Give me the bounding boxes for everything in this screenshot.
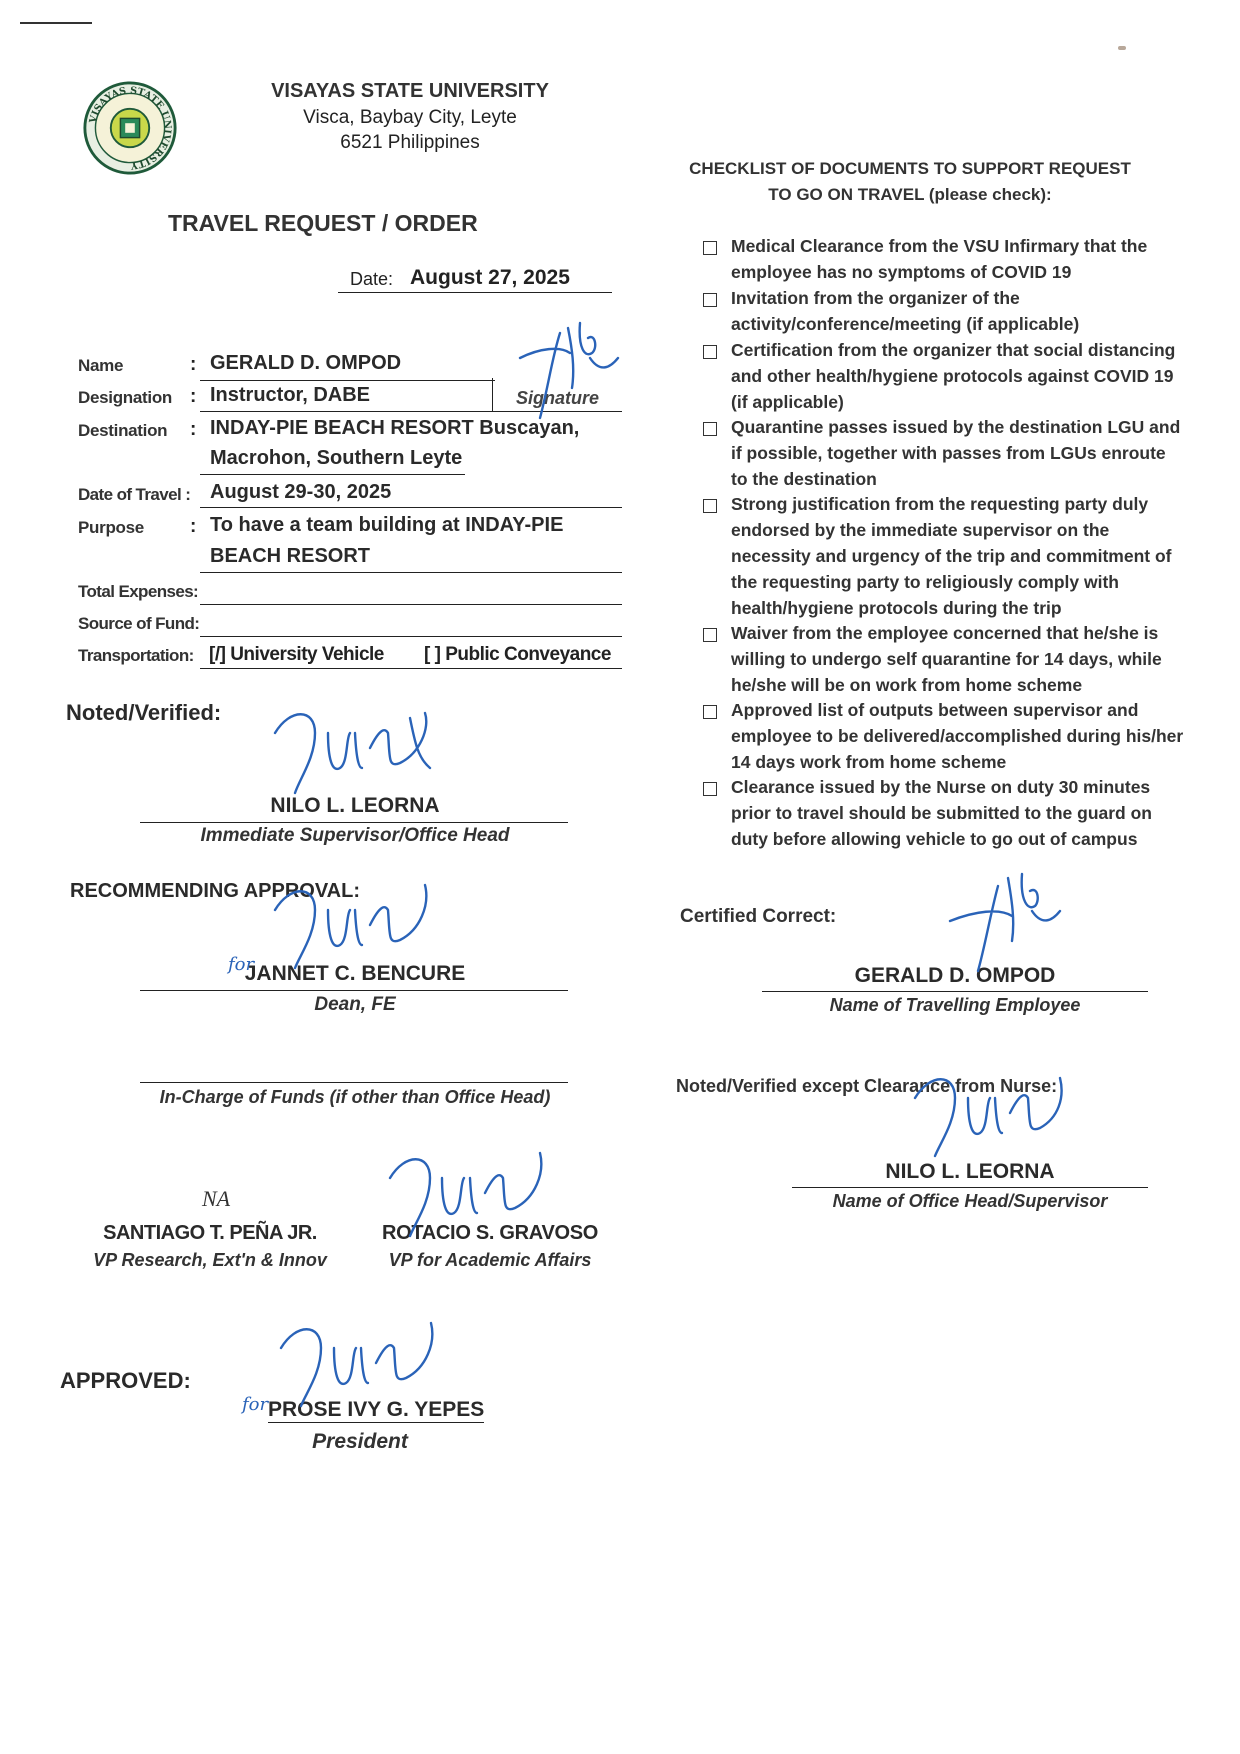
name-label: Name — [78, 356, 124, 375]
date-value: August 27, 2025 — [410, 266, 570, 289]
office-head-signature — [910, 1058, 1070, 1158]
designation-value: Instructor, DABE — [210, 384, 371, 406]
transport-option-public-conveyance: [ ] Public Conveyance — [424, 644, 611, 665]
date-of-travel-underline — [200, 507, 622, 508]
noted-except-label: Noted/Verified except Clearance from Nurse: — [676, 1076, 1058, 1096]
office-head-title: Name of Office Head/Supervisor — [832, 1191, 1108, 1211]
checkbox — [703, 241, 717, 255]
president-signature — [276, 1308, 446, 1408]
destination-line2: Macrohon, Southern Leyte — [210, 447, 463, 469]
vp-research-title: VP Research, Ext'n & Innov — [93, 1250, 327, 1270]
office-head-name: NILO L. LEORNA — [885, 1160, 1055, 1183]
checklist-item: Approved list of outputs between supervisor and employee to be delivered/accomplished during his/her 14 days work from home scheme — [731, 700, 1184, 772]
signature-label: Signature — [516, 388, 600, 408]
university-address-line1: Visca, Baybay City, Leyte — [303, 107, 517, 128]
purpose-line2: BEACH RESORT — [210, 545, 371, 567]
university-seal-logo — [82, 80, 178, 176]
vp-academic-name: ROTACIO S. GRAVOSO — [381, 1222, 599, 1244]
transportation-underline — [200, 668, 622, 669]
purpose-label: Purpose — [78, 518, 144, 537]
checklist-item: Invitation from the organizer of the activity/conference/meeting (if applicable) — [731, 288, 1080, 334]
employee-signature-certified — [940, 866, 1070, 976]
date-of-travel-label: Date of Travel : — [78, 485, 191, 504]
checklist-title-line1: CHECKLIST OF DOCUMENTS TO SUPPORT REQUEST — [689, 159, 1131, 178]
date-label: Date: — [350, 269, 394, 289]
checkbox — [703, 782, 717, 796]
for-handwritten: for — [228, 954, 255, 975]
checklist-item: Strong justification from the requesting party duly endorsed by the immediate supervisor on the necessity and urgency of the trip and commitment of the requesting party to religiously comply with health/hygiene protocols during the trip — [731, 494, 1172, 618]
designation-label: Designation — [78, 388, 172, 407]
source-of-fund-label: Source of Fund: — [78, 614, 200, 633]
employee-title: Name of Travelling Employee — [829, 995, 1081, 1015]
vp-research-name: SANTIAGO T. PEÑA JR. — [103, 1222, 317, 1244]
signature-divider — [492, 378, 493, 412]
designation-underline — [200, 411, 622, 412]
checklist-item: Medical Clearance from the VSU Infirmary that the employee has no symptoms of COVID 19 — [731, 236, 1148, 282]
form-title: TRAVEL REQUEST / ORDER — [168, 210, 478, 236]
president-title: President — [312, 1430, 408, 1453]
colon: : — [190, 419, 197, 440]
na-mark: NA — [202, 1186, 231, 1211]
checklist-item: Clearance issued by the Nurse on duty 30 minutes prior to travel should be submitted to the guard on duty before allowing vehicle to go out of campus — [731, 777, 1152, 849]
checklist-item: Quarantine passes issued by the destination LGU and if possible, together with passes from LGUs enroute to the destination — [731, 417, 1181, 489]
for-handwritten: for — [242, 1394, 269, 1415]
dean-name: JANNET C. BENCURE — [244, 962, 466, 985]
university-address-line2: 6521 Philippines — [340, 132, 480, 153]
dean-signature-line — [140, 990, 568, 991]
date-of-travel-value: August 29-30, 2025 — [210, 481, 392, 503]
checkbox — [703, 499, 717, 513]
date-underline — [338, 292, 612, 293]
checkbox — [703, 628, 717, 642]
colon: : — [190, 354, 197, 375]
colon: : — [190, 516, 197, 537]
employee-signature-line — [762, 991, 1148, 992]
transport-option-university-vehicle: [/] University Vehicle — [209, 644, 384, 665]
scan-mark — [20, 22, 92, 24]
office-head-signature-line — [792, 1187, 1148, 1188]
scan-speck — [1118, 46, 1126, 50]
transportation-label: Transportation: — [78, 646, 194, 665]
checkbox — [703, 705, 717, 719]
purpose-line1: To have a team building at INDAY-PIE — [210, 514, 564, 536]
vp-academic-title: VP for Academic Affairs — [388, 1250, 592, 1270]
dean-title: Dean, FE — [314, 994, 396, 1015]
certified-correct-label: Certified Correct: — [680, 906, 837, 927]
source-of-fund-field — [200, 636, 622, 637]
supervisor-title: Immediate Supervisor/Office Head — [200, 825, 510, 846]
funds-title: In-Charge of Funds (if other than Office Head) — [159, 1087, 551, 1107]
name-value: GERALD D. OMPOD — [210, 352, 402, 374]
destination-line1: INDAY-PIE BEACH RESORT Buscayan, — [210, 417, 580, 439]
supervisor-signature — [270, 688, 450, 798]
employee-name: GERALD D. OMPOD — [854, 964, 1056, 987]
destination-underline — [200, 474, 465, 475]
noted-verified-label: Noted/Verified: — [66, 700, 222, 725]
checklist-item: Certification from the organizer that social distancing and other health/hygiene protocols against COVID 19 (if applicable) — [731, 340, 1176, 412]
funds-signature-line — [140, 1082, 568, 1083]
president-name: PROSE IVY G. YEPES — [268, 1398, 485, 1421]
checkbox — [703, 422, 717, 436]
university-name: VISAYAS STATE UNIVERSITY — [271, 80, 549, 102]
colon: : — [190, 386, 197, 407]
supervisor-name: NILO L. LEORNA — [270, 794, 440, 817]
destination-label: Destination — [78, 421, 168, 440]
svg-text:VISAYAS STATE UNIVERSITY: VISAYAS STATE UNIVERSITY — [87, 85, 173, 171]
supervisor-signature-line — [140, 822, 568, 823]
checklist-item: Waiver from the employee concerned that he/she is willing to undergo self quarantine for 14 days, while he/she will be on work from home scheme — [731, 623, 1162, 695]
checklist-title-line2: TO GO ON TRAVEL (please check): — [768, 185, 1052, 204]
checkbox — [703, 293, 717, 307]
total-expenses-field — [200, 604, 622, 605]
purpose-underline — [200, 572, 622, 573]
approved-label: APPROVED: — [60, 1368, 191, 1393]
checkbox — [703, 345, 717, 359]
recommending-approval-label: RECOMMENDING APPROVAL: — [70, 880, 360, 902]
name-underline — [200, 380, 495, 381]
total-expenses-label: Total Expenses: — [78, 582, 199, 601]
